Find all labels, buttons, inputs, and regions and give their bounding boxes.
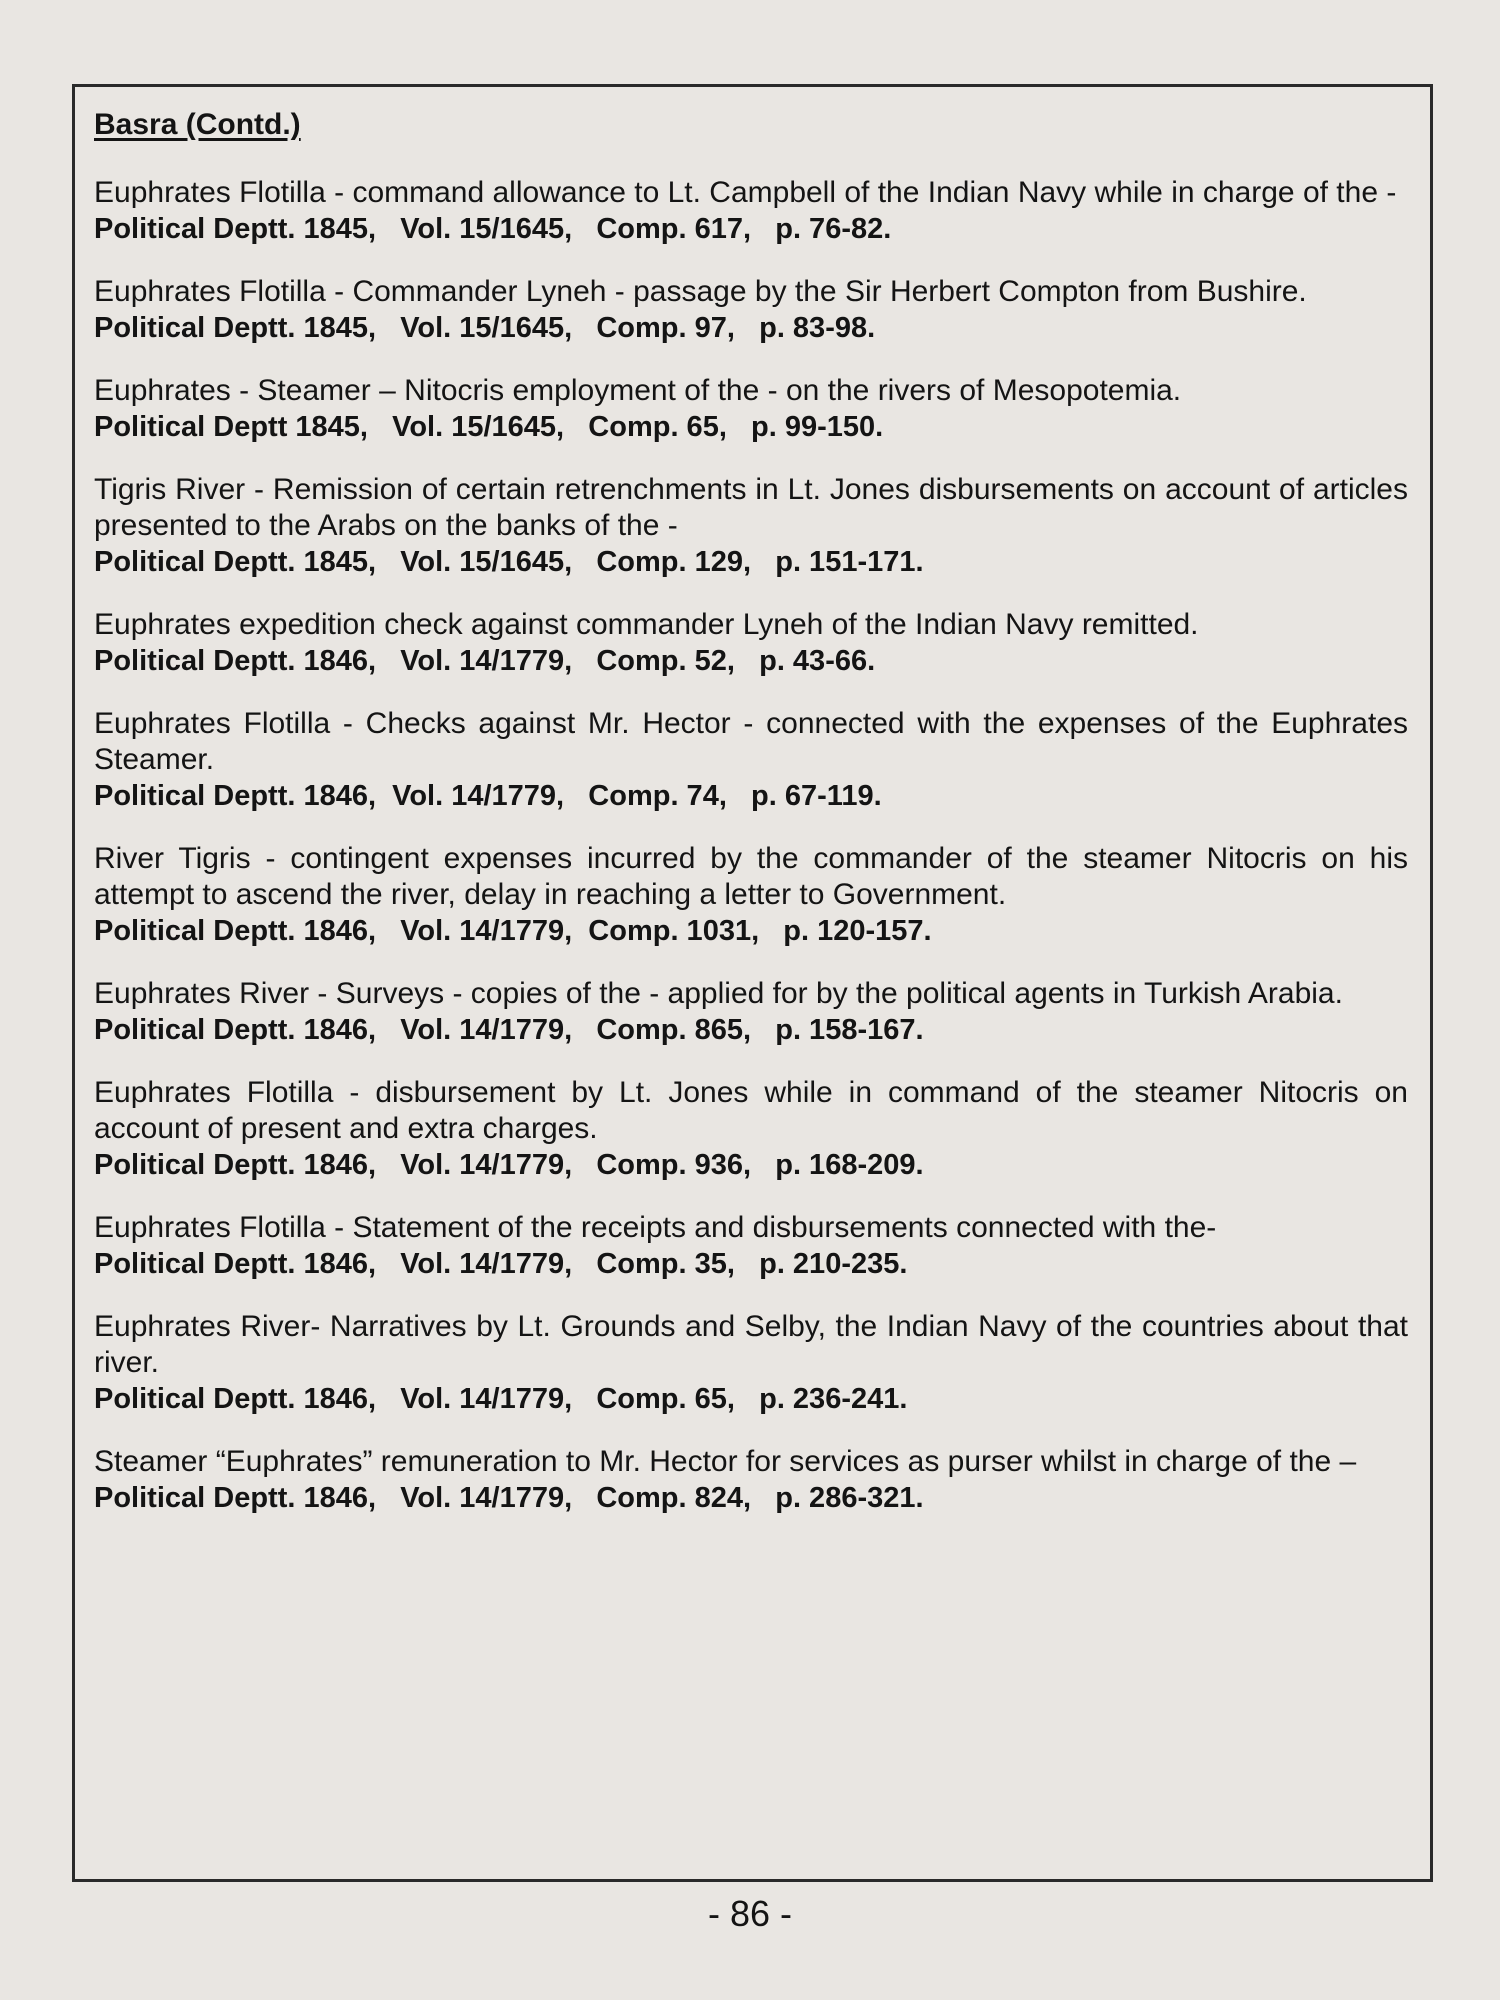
entry-2	[94, 274, 1408, 346]
entry-6	[94, 706, 1408, 814]
entry-reference: Political Deptt. 1846, Vol. 14/1779, Comp. 936, p. 168-209.	[94, 1149, 924, 1181]
entry-description: Euphrates River- Narratives by Lt. Grounds and Selby, the Indian Navy of the countries about that river.	[94, 1310, 1408, 1379]
entry-description: Tigris River - Remission of certain retrenchments in Lt. Jones disbursements on account of articles presented to the Arabs on the banks of the -	[94, 473, 1408, 542]
entry-reference: Political Deptt. 1845, Vol. 15/1645, Comp. 129, p. 151-171.	[94, 546, 924, 578]
entry-reference: Political Deptt. 1846, Vol. 14/1779, Comp. 1031, p. 120-157.	[94, 915, 932, 947]
entry-description: River Tigris - contingent expenses incurred by the commander of the steamer Nitocris on his attempt to ascend the river, delay in reaching a letter to Government.	[94, 842, 1408, 911]
entry-12	[94, 1444, 1408, 1516]
entry-5	[94, 607, 1408, 679]
entry-description: Euphrates - Steamer – Nitocris employment of the - on the rivers of Mesopotemia.	[94, 374, 1182, 407]
entry-description: Euphrates River - Surveys - copies of the - applied for by the political agents in Turkish Arabia.	[94, 977, 1343, 1010]
entry-description: Euphrates Flotilla - Statement of the receipts and disbursements connected with the-	[94, 1211, 1217, 1244]
entry-7	[94, 841, 1408, 949]
entry-reference: Political Deptt. 1846, Vol. 14/1779, Comp. 74, p. 67-119.	[94, 780, 882, 812]
entry-reference: Political Deptt. 1846, Vol. 14/1779, Comp. 865, p. 158-167.	[94, 1014, 924, 1046]
entry-description: Euphrates Flotilla - Commander Lyneh - passage by the Sir Herbert Compton from Bushire.	[94, 275, 1307, 308]
entry-3	[94, 373, 1408, 445]
entry-description: Euphrates Flotilla - disbursement by Lt. Jones while in command of the steamer Nitocris on account of present and extra charges.	[94, 1076, 1408, 1145]
entry-description: Steamer “Euphrates” remuneration to Mr. Hector for services as purser whilst in charge of the –	[94, 1445, 1357, 1478]
entry-reference: Political Deptt. 1846, Vol. 14/1779, Comp. 35, p. 210-235.	[94, 1248, 908, 1280]
entry-description: Euphrates Flotilla - command allowance to Lt. Campbell of the Indian Navy while in charge of the -	[94, 176, 1397, 209]
page-frame	[72, 84, 1433, 1882]
entry-9	[94, 1075, 1408, 1183]
entry-11	[94, 1309, 1408, 1417]
entry-10	[94, 1210, 1408, 1282]
entry-4	[94, 472, 1408, 580]
entry-reference: Political Deptt. 1846, Vol. 14/1779, Comp. 824, p. 286-321.	[94, 1482, 924, 1514]
section-heading: Basra (Contd.)	[94, 108, 301, 141]
entry-description: Euphrates expedition check against commander Lyneh of the Indian Navy remitted.	[94, 608, 1199, 641]
entry-reference: Political Deptt. 1845, Vol. 15/1645, Comp. 97, p. 83-98.	[94, 312, 876, 344]
entry-1	[94, 175, 1408, 247]
entry-reference: Political Deptt. 1846, Vol. 14/1779, Comp. 65, p. 236-241.	[94, 1383, 908, 1415]
entry-description: Euphrates Flotilla - Checks against Mr. Hector - connected with the expenses of the Euphrates Steamer.	[94, 707, 1408, 776]
entry-reference: Political Deptt. 1845, Vol. 15/1645, Comp. 617, p. 76-82.	[94, 213, 892, 245]
entry-reference: Political Deptt 1845, Vol. 15/1645, Comp. 65, p. 99-150.	[94, 411, 884, 443]
entry-reference: Political Deptt. 1846, Vol. 14/1779, Comp. 52, p. 43-66.	[94, 645, 876, 677]
page-number: - 86 -	[707, 1893, 793, 1934]
entry-8	[94, 976, 1408, 1048]
